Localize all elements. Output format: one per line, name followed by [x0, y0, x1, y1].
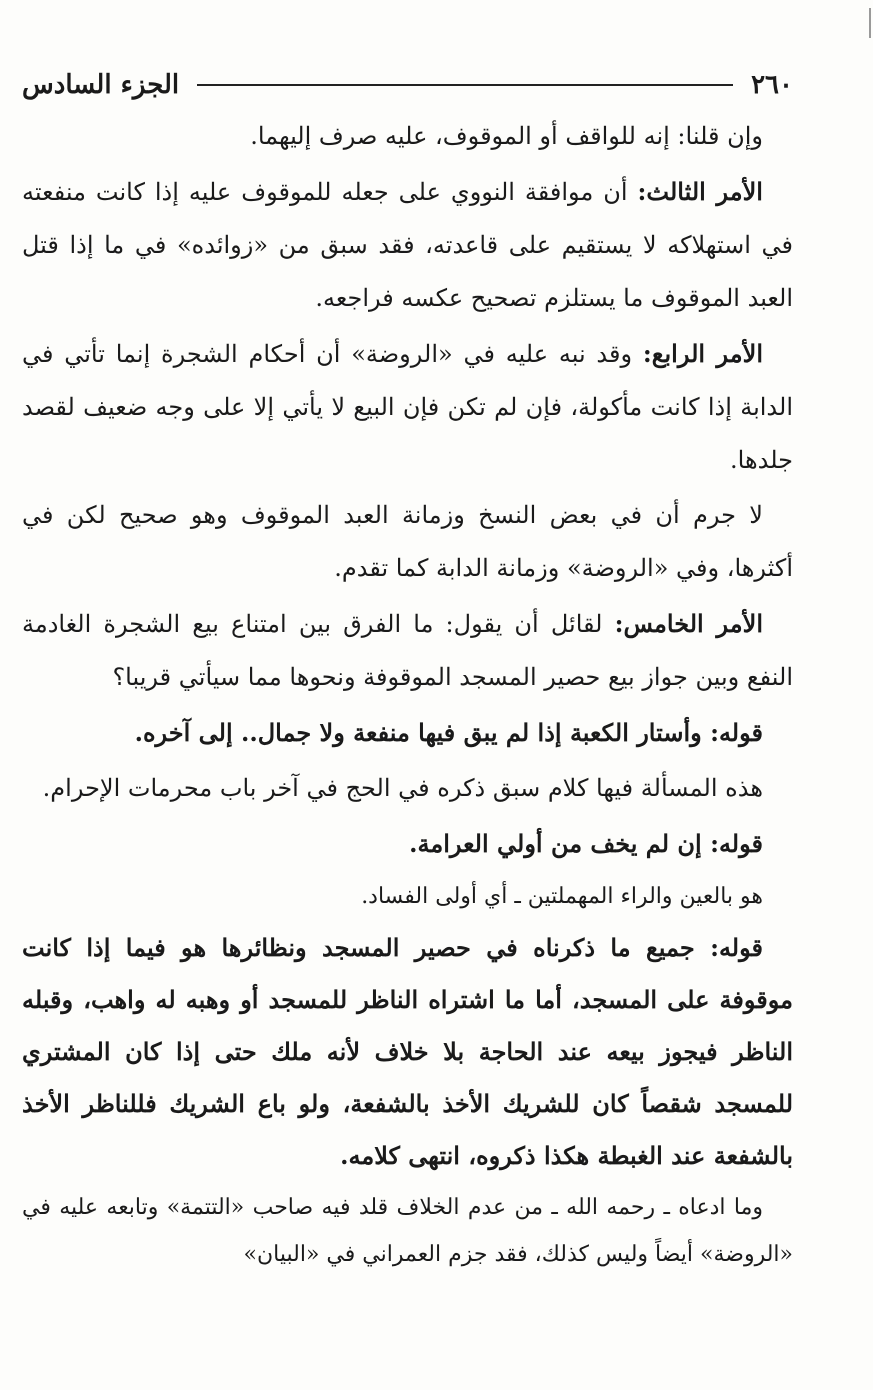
- running-header: [22, 60, 793, 110]
- paragraph: [22, 762, 793, 815]
- paragraph-text: أن موافقة النووي على جعله للموقوف عليه إذا كانت منفعته في استهلاكه لا يستقيم على قاعدته، فقد سبق من «زوائده» في ما إذا قتل العبد الموقوف ما يستلزم تصحيح عكسه فراجعه.: [22, 178, 793, 312]
- paragraph: [22, 165, 793, 325]
- paragraph-text: قوله: جميع ما ذكرناه في حصير المسجد ونظائرها هو فيما إذا كانت موقوفة على المسجد، أما ما اشتراه الناظر للمسجد أو وهبه له واهب، وقبله الناظر فيجوز بيعه عند الحاجة بلا خلاف لأنه ملك حتى إذا كان المشتري للمسجد شقصاً كان للشريك الأخذ بالشفعة، ولو باع الشريك فللناظر الأخذ بالشفعة عند الغبطة هكذا ذكروه، انتهى كلامه.: [22, 933, 793, 1170]
- paragraph: [22, 110, 793, 163]
- paragraph: [22, 489, 793, 595]
- paragraph-text: لا جرم أن في بعض النسخ وزمانة العبد الموقوف وهو صحيح لكن في أكثرها، وفي «الروضة» وزمانة الدابة كما تقدم.: [22, 501, 793, 582]
- paragraph-text: وما ادعاه ـ رحمه الله ـ من عدم الخلاف قلد فيه صاحب «التتمة» وتابعه عليه في «الروضة» أيضاً وليس كذلك، فقد جزم العمراني في «البيان»: [22, 1195, 793, 1267]
- paragraph-text: هو بالعين والراء المهملتين ـ أي أولى الفساد.: [361, 884, 763, 909]
- paragraph-lead: الأمر الثالث:: [637, 177, 763, 206]
- paragraph-text: وإن قلنا: إنه للواقف أو الموقوف، عليه صرف إليهما.: [250, 122, 763, 150]
- paragraph-lead: قوله: إن لم يخف من أولي العرامة.: [409, 829, 763, 858]
- paragraph-text: وقد نبه عليه في «الروضة» أن أحكام الشجرة إنما تأتي في الدابة إذا كانت مأكولة، فإن لم تكن فإن البيع لا يأتي إلا على وجه ضعيف لقصد جلدها.: [22, 340, 793, 474]
- paragraph: [22, 327, 793, 487]
- paragraph: [22, 1184, 793, 1278]
- quote-heading: [22, 706, 793, 760]
- paragraph-text: لقائل أن يقول: ما الفرق بين امتناع بيع الشجرة الغادمة النفع وبين جواز بيع حصير المسجد الموقوفة ونحوها مما سيأتي قريبا؟: [22, 610, 793, 691]
- book-page: [22, 60, 793, 1350]
- paragraph-lead: الأمر الرابع:: [642, 339, 763, 368]
- page-number: ٢٦٠: [751, 70, 793, 100]
- paragraph: [22, 873, 793, 920]
- header-title: الجزء السادس: [22, 70, 180, 100]
- paragraph-text: هذه المسألة فيها كلام سبق ذكره في الحج في آخر باب محرمات الإحرام.: [42, 774, 763, 802]
- quote-heading: [22, 817, 793, 871]
- paragraph: [22, 597, 793, 704]
- page-edge-mark: [869, 8, 871, 38]
- quote-paragraph: [22, 922, 793, 1182]
- paragraph-lead: قوله: وأستار الكعبة إذا لم يبق فيها منفعة ولا جمال.. إلى آخره.: [134, 718, 763, 747]
- paragraph-lead: الأمر الخامس:: [614, 609, 763, 638]
- header-rule: [197, 84, 733, 86]
